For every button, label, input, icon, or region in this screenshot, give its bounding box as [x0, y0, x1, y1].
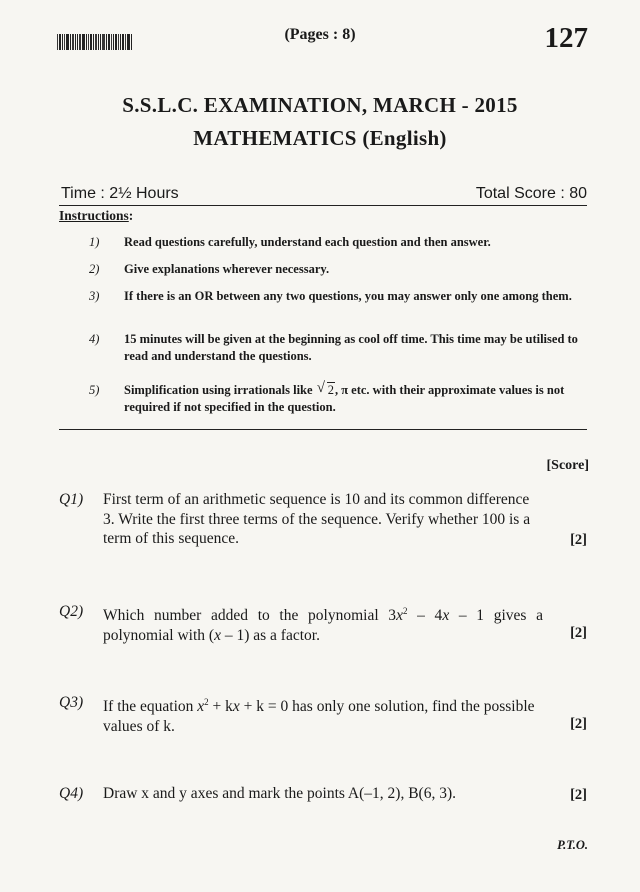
- question-text-part: + k: [208, 698, 233, 716]
- math-exponent: 2: [204, 697, 209, 707]
- score-heading: [Score]: [546, 458, 589, 473]
- instruction-item: [89, 261, 589, 278]
- question-mark: [2]: [570, 625, 587, 641]
- question-number: Q1): [59, 491, 84, 508]
- instruction-item: [89, 234, 589, 251]
- question-item: [59, 693, 589, 733]
- question-text-part: – 4: [407, 607, 443, 625]
- question-number: Q3): [59, 694, 84, 711]
- subject-title: MATHEMATICS (English): [193, 126, 447, 150]
- please-turn-over: P.T.O.: [557, 838, 588, 852]
- total-score: Total Score : 80: [475, 185, 587, 202]
- instruction-number: 3): [89, 289, 100, 303]
- instruction-number: 1): [89, 235, 100, 249]
- question-text: First term of an arithmetic sequence is 10 and its common difference 3. Write the first three terms of the sequence. Verify whether 100 is a term of this sequence.: [103, 491, 531, 547]
- question-number: Q2): [59, 603, 84, 620]
- instruction-number: 5): [89, 383, 100, 397]
- math-variable: x: [197, 698, 205, 716]
- question-text-part: If the equation: [103, 698, 198, 716]
- divider: [59, 429, 587, 430]
- instruction-text: [124, 382, 589, 416]
- question-text: Draw x and y axes and mark the points A(–1, 2), B(6, 3).: [103, 785, 456, 802]
- instructions-heading: [59, 208, 133, 224]
- math-variable: x: [214, 626, 221, 644]
- instruction-item: [89, 382, 589, 416]
- question-item: [59, 784, 589, 808]
- divider: [59, 205, 587, 206]
- instruction-text: Read questions carefully, understand each question and then answer.: [124, 235, 491, 249]
- instruction-text-part: Simplification using irrationals like: [124, 383, 313, 397]
- instruction-number: 2): [89, 262, 100, 276]
- question-text: [103, 693, 543, 736]
- question-item: [59, 602, 589, 642]
- page-count: (Pages : 8): [284, 26, 356, 43]
- instruction-text-part: , π etc. with their approximate values is not required if not specified in the question.: [124, 383, 565, 414]
- math-variable: x: [396, 607, 403, 625]
- question-text-part: + k = 0 has only one solution, find the possible values of k.: [103, 698, 535, 735]
- question-text-part: – 1 gives a polynomial with (: [103, 607, 543, 644]
- question-mark: [2]: [570, 532, 587, 548]
- instruction-text: If there is an OR between any two questions, you may answer only one among them.: [124, 289, 572, 303]
- instruction-item: [89, 288, 589, 305]
- question-mark: [2]: [570, 716, 587, 732]
- exam-title: S.S.L.C. EXAMINATION, MARCH - 2015: [122, 93, 518, 117]
- time-allowed: Time : 2½ Hours: [61, 185, 179, 202]
- question-text-part: Which number added to the polynomial 3: [103, 607, 397, 625]
- instructions-heading-label: Instructions: [59, 208, 129, 223]
- question-text: [103, 602, 543, 645]
- sqrt-radicand: 2: [327, 383, 334, 397]
- math-variable: x: [232, 698, 240, 716]
- math-exponent: 2: [402, 606, 408, 616]
- question-mark: [2]: [570, 787, 587, 803]
- instruction-number: 4): [89, 332, 100, 346]
- instruction-text: Give explanations wherever necessary.: [124, 262, 330, 276]
- question-number: Q4): [59, 785, 84, 802]
- question-text-part: – 1) as a factor.: [220, 626, 320, 644]
- sqrt-symbol: [318, 382, 335, 399]
- math-variable: x: [442, 607, 450, 625]
- question-item: [59, 490, 589, 550]
- instruction-item: [89, 331, 589, 365]
- instructions-heading-colon: :: [128, 208, 134, 223]
- paper-code: 127: [544, 22, 588, 54]
- instruction-text: 15 minutes will be given at the beginning as cool off time. This time may be utilised to read and understand the questions.: [124, 332, 578, 363]
